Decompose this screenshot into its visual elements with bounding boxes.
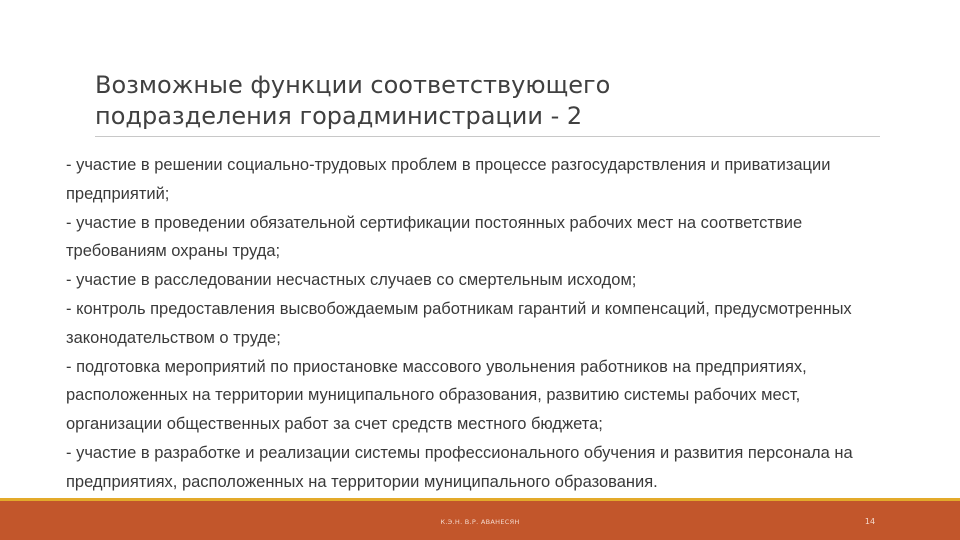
list-item: - участие в расследовании несчастных случаев со смертельным исходом; [66, 271, 637, 290]
list-item: - участие в разработке и реализации системы профессионального обучения и развития персонала на предприятиях, расположенных на территории муниципального образования. [66, 443, 853, 491]
title-divider [95, 136, 880, 137]
slide-title-line-2: подразделения горадминистрации - 2 [95, 102, 583, 130]
list-item: - участие в решении социально-трудовых проблем в процессе разгосударствления и приватизации предприятий; [66, 156, 831, 203]
footer-author: К.Э.Н. В.Р. АВАНЕСЯН [440, 518, 520, 526]
list-item: - подготовка мероприятий по приостановке массового увольнения работников на предприятиях, расположенных на территории муниципального образования, развитию системы рабочих мест, организации общественных работ за счет средств местного бюджета; [66, 357, 807, 434]
list-item: - контроль предоставления высвобождаемым работникам гарантий и компенсаций, предусмотренных законодательством о труде; [66, 299, 852, 347]
list-item: - участие в проведении обязательной сертификации постоянных рабочих мест на соответствие требованиям охраны труда; [66, 213, 803, 261]
slide-title [95, 70, 875, 132]
functions-list [66, 151, 896, 497]
slide-page-number: 14 [864, 517, 876, 526]
slide-title-line-1: Возможные функции соответствующего [95, 71, 611, 99]
